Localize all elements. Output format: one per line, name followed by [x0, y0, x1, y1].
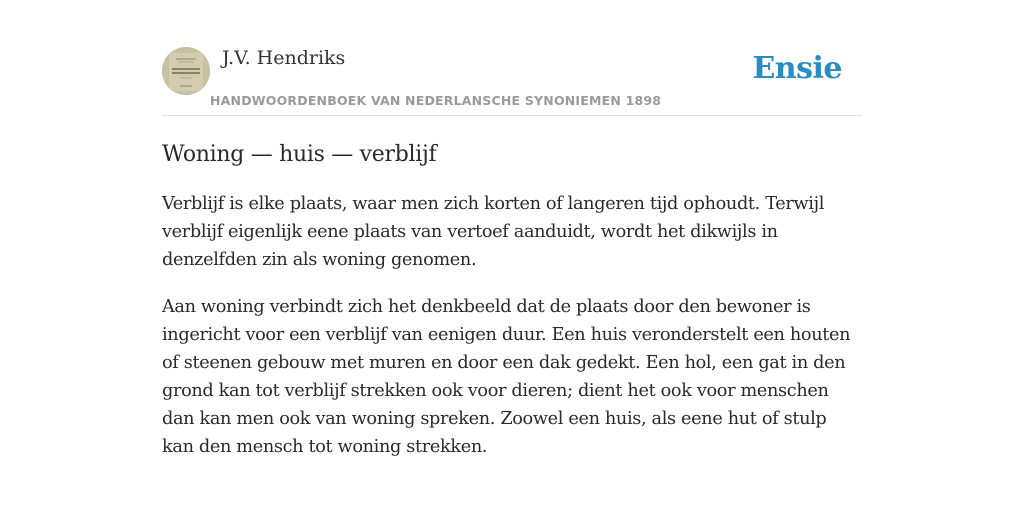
source-title: HANDWOORDENBOEK VAN NEDERLANSCHE SYNONIEMEN 1898: [210, 93, 662, 108]
definition-paragraph: Verblijf is elke plaats, waar men zich korten of langeren tijd ophoudt. Terwijl verblijf eigenlijk eene plaats van vertoef aanduidt, wordt het dikwijls in denzelfden zin als woning genomen.: [162, 194, 825, 270]
content-container: [162, 47, 862, 461]
header: [162, 47, 862, 116]
brand-logo[interactable]: Ensie: [752, 51, 842, 86]
book-cover-image: [162, 47, 210, 95]
page-title: Woning — huis — verblijf: [162, 142, 437, 167]
author-name[interactable]: J.V. Hendriks: [222, 47, 346, 69]
book-cover-avatar[interactable]: [162, 47, 210, 95]
definition-paragraph: Aan woning verbindt zich het denkbeeld dat de plaats door den bewoner is ingericht voor een verblijf van eenigen duur. Een huis veronderstelt een houten of steenen gebouw met muren en door een dak gedekt. Een hol, een gat in den grond kan tot verblijf strekken ook voor dieren; dient het ook voor menschen dan kan men ook van woning spreken. Zoowel een huis, als eene hut of stulp kan den mensch tot woning strekken.: [162, 297, 851, 457]
